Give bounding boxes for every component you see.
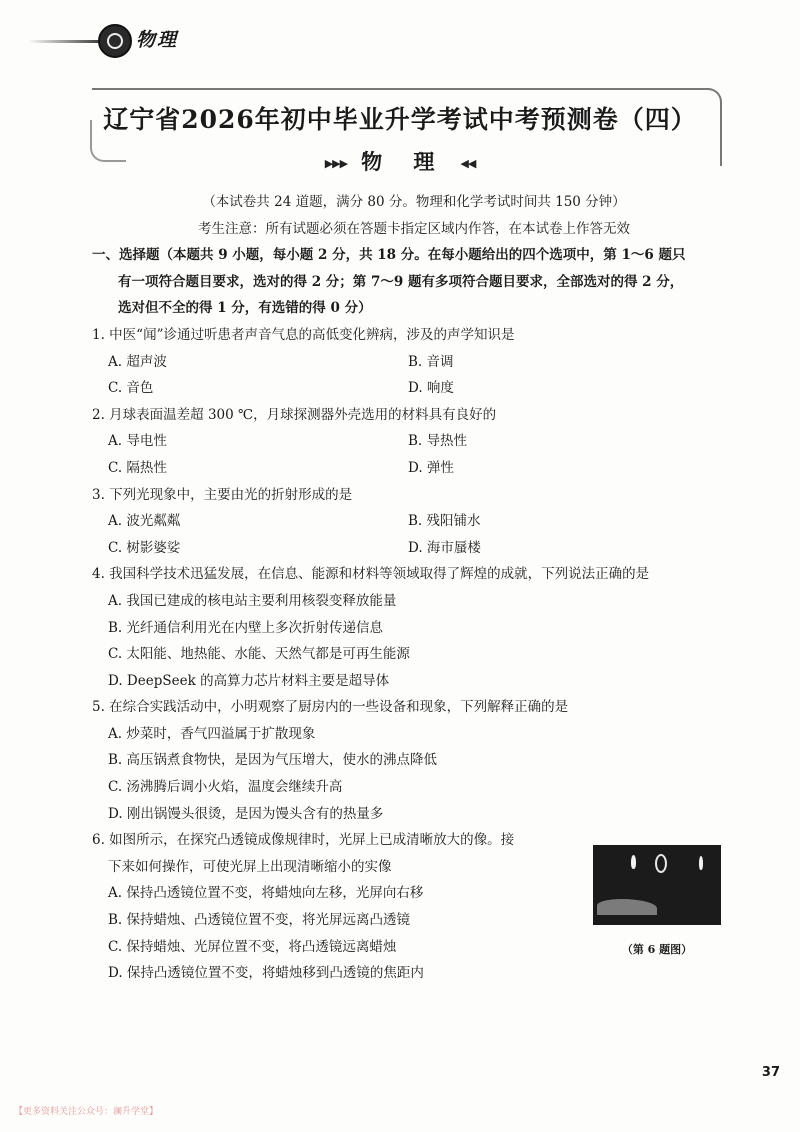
option-b: B. 导热性	[408, 433, 468, 450]
option-a: A. 导电性	[108, 433, 167, 450]
header-subject: 物理	[136, 29, 179, 51]
option-c: C. 太阳能、地热能、水能、天然气都是可再生能源	[108, 646, 410, 663]
header-rule	[28, 40, 104, 43]
question-3	[92, 482, 724, 562]
hand-shape	[597, 899, 657, 915]
option-a: A. 保持凸透镜位置不变，将蜡烛向左移，光屏向右移	[108, 885, 424, 902]
question-1	[92, 322, 724, 402]
candle-flame-icon	[631, 855, 636, 869]
option-b: B. 保持蜡烛、凸透镜位置不变，将光屏远离凸透镜	[108, 912, 411, 929]
question-stem: 3. 下列光现象中，主要由光的折射形成的是	[92, 486, 353, 503]
option-d: D. DeepSeek 的高算力芯片材料主要是超导体	[108, 672, 390, 689]
question-4	[92, 561, 724, 694]
option-b: B. 光纤通信利用光在内壁上多次折射传递信息	[108, 619, 384, 636]
watermark: 【更多资料关注公众号：澜升学堂】	[14, 1107, 159, 1117]
page-number: 37	[761, 1065, 780, 1080]
arrow-right-icon: ▶▶▶	[324, 157, 348, 170]
exam-info: （本试卷共 24 道题，满分 80 分。物理和化学考试时间共 150 分钟）	[202, 194, 626, 210]
section-heading-line: 有一项符合题目要求，选对的得 2 分；第 7～9 题有多项符合题目要求，全部选对的得 2 分，	[118, 273, 684, 290]
option-c: C. 音色	[108, 380, 154, 397]
exam-notice: 考生注意：所有试题必须在答题卡指定区域内作答，在本试卷上作答无效	[198, 220, 630, 237]
section-heading-line: 选对但不全的得 1 分，有选错的得 0 分）	[118, 300, 372, 317]
question-5	[92, 694, 724, 827]
arrow-left-icon: ◀◀	[460, 157, 476, 170]
option-b: B. 高压锅煮食物快，是因为气压增大，使水的沸点降低	[108, 752, 438, 769]
option-a: A. 我国已建成的核电站主要利用核裂变释放能量	[108, 592, 397, 609]
option-c: C. 隔热性	[108, 459, 167, 476]
option-b: B. 音调	[408, 353, 454, 370]
subject-subtitle	[0, 146, 800, 176]
option-d: D. 保持凸透镜位置不变，将蜡烛移到凸透镜的焦距内	[108, 965, 424, 982]
question-2	[92, 402, 724, 482]
question-stem: 5. 在综合实践活动中，小明观察了厨房内的一些设备和现象，下列解释正确的是	[92, 699, 569, 716]
option-grid	[108, 508, 724, 561]
question-stem: 6. 如图所示，在探究凸透镜成像规律时，光屏上已成清晰放大的像。接	[92, 832, 515, 849]
lens-icon	[655, 854, 667, 873]
option-c: C. 树影婆娑	[108, 539, 181, 556]
option-a: A. 超声波	[108, 353, 167, 370]
option-grid	[108, 349, 724, 402]
option-a: A. 炒菜时，香气四溢属于扩散现象	[108, 725, 316, 742]
question-stem: 2. 月球表面温差超 300 ℃，月球探测器外壳选用的材料具有良好的	[92, 406, 497, 423]
question-stem: 4. 我国科学技术迅猛发展，在信息、能源和材料等领域取得了辉煌的成就，下列说法正确的是	[92, 566, 650, 583]
option-d: D. 响度	[408, 380, 454, 397]
subject-logo-icon	[98, 24, 132, 58]
question-stem-continuation: 下来如何操作，可使光屏上出现清晰缩小的实像	[108, 858, 392, 875]
option-c: C. 保持蜡烛、光屏位置不变，将凸透镜远离蜡烛	[108, 938, 397, 955]
option-b: B. 残阳铺水	[408, 513, 481, 530]
section-heading-line: 一、选择题（本题共 9 小题，每小题 2 分，共 18 分。在每小题给出的四个选项中，第 1～6 题只	[92, 247, 686, 264]
subtitle-text: 物 理	[361, 149, 447, 174]
option-d: D. 海市蜃楼	[408, 539, 481, 556]
image-flame-icon	[699, 856, 703, 870]
exam-title: 辽宁省2026年初中毕业升学考试中考预测卷（四）	[103, 105, 697, 134]
section-heading	[92, 242, 724, 322]
option-grid	[108, 428, 724, 481]
option-a: A. 波光粼粼	[108, 513, 181, 530]
option-c: C. 汤沸腾后调小火焰，温度会继续升高	[108, 779, 343, 796]
figure-caption: （第 6 题图）	[621, 943, 693, 956]
question-stem: 1. 中医“闻”诊通过听患者声音气息的高低变化辨病，涉及的声学知识是	[92, 326, 515, 343]
option-d: D. 弹性	[408, 459, 454, 476]
option-d: D. 刚出锅馒头很烫，是因为馒头含有的热量多	[108, 805, 384, 822]
lens-experiment-photo	[593, 845, 721, 925]
